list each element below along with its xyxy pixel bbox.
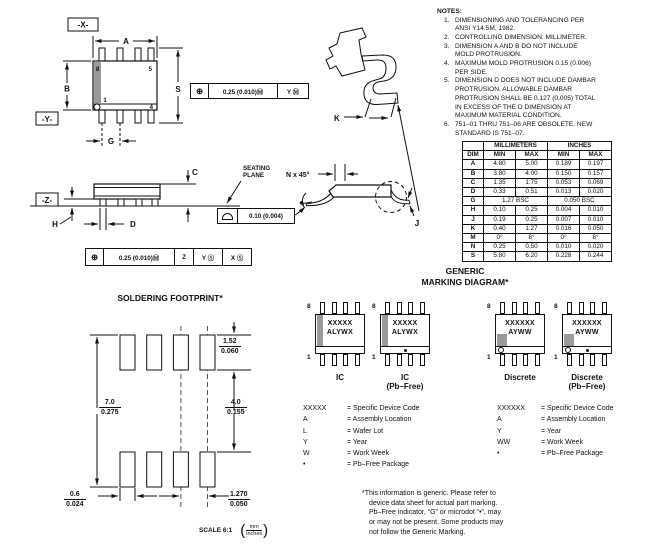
- marking-footnote: *This information is generic. Please refer to device data sheet for actual part marking. Pb–Free indicator, “G” or microdot “•”, may or may not be present. Some products may not follow the Generic Marking.: [362, 490, 504, 536]
- datum-reference: Y Ⓜ: [286, 88, 300, 96]
- lead-detail-view: [326, 28, 398, 118]
- marking-package-discrete-pbfree: [554, 302, 612, 391]
- legend-row: W = Work Week: [303, 450, 389, 458]
- marking-package-ic-pbfree: [372, 302, 430, 391]
- package-dimension-drawing: [0, 0, 460, 280]
- pin-4-number: 4: [149, 105, 153, 111]
- table-row: B 3.80 4.00 0.150 0.157: [463, 169, 612, 178]
- pin1-indicator-circle: [498, 347, 504, 353]
- top-view: [36, 18, 183, 147]
- marking-legend-ic: [303, 405, 420, 473]
- legend-row: WW = Work Week: [497, 438, 583, 446]
- col-header: DIM: [463, 151, 484, 160]
- package-body: [380, 314, 430, 354]
- legend-row: A = Assembly Location: [303, 416, 412, 424]
- pin-8-number: 8: [372, 303, 376, 310]
- notes-heading: NOTES:: [437, 8, 462, 15]
- col-header: MIN: [548, 151, 580, 160]
- pin-1-number: 1: [103, 98, 107, 104]
- legend-row: • = Pb–Free Package: [303, 461, 410, 469]
- marking-line1: XXXXXX: [505, 320, 535, 327]
- package-sublabel: (Pb–Free): [568, 382, 606, 391]
- dim-a-label: A: [123, 37, 129, 46]
- notes-list: [444, 17, 649, 139]
- datum-x-label: -X-: [77, 20, 89, 30]
- legend-row: • = Pb–Free Package: [497, 450, 604, 458]
- pin1-shading-bar: [317, 315, 323, 347]
- units-fraction: mm inches: [246, 524, 263, 537]
- marking-line2: AYWW: [575, 329, 599, 336]
- note-item: 3. DIMENSION A AND B DO NOT INCLUDE MOLD PROTRUSION.: [444, 42, 578, 59]
- pin-8-number: 8: [95, 67, 100, 73]
- pin-1-number: 1: [554, 354, 558, 361]
- scale-note: SCALE 6:1 ( mm inches ): [199, 522, 269, 539]
- flatness-value: 0.10 (0.004): [249, 212, 283, 220]
- pin-row: [315, 302, 365, 314]
- datum-reference-y: Y Ⓢ: [194, 249, 223, 265]
- position-tolerance-icon: ⊕: [86, 249, 104, 265]
- table-row: J 0.19 0.25 0.007 0.010: [463, 215, 612, 224]
- pin-5-number: 5: [148, 67, 152, 73]
- table-row: A 4.80 5.00 0.189 0.197: [463, 160, 612, 169]
- pin-1-number: 1: [372, 354, 376, 361]
- note-item: 4. MAXIMUM MOLD PROTRUSION 0.15 (0.006) PER SIDE.: [444, 60, 591, 76]
- dim-d-label: D: [130, 220, 136, 229]
- col-header: MIN: [484, 151, 516, 160]
- bottom-band: [316, 346, 364, 353]
- soldering-footprint-title: SOLDERING FOOTPRINT*: [117, 293, 223, 303]
- package-label: Discrete: [504, 373, 536, 382]
- pin-1-number: 1: [307, 354, 311, 361]
- pin-row: [562, 302, 612, 314]
- tolerance-value: 0.25 (0.010)Ⓜ: [104, 249, 175, 265]
- table-row: M 0° 8° 0° 8°: [463, 234, 612, 243]
- pin-8-number: 8: [554, 303, 558, 310]
- marking-line1: XXXXXX: [572, 320, 602, 327]
- datum-reference-z: Z: [175, 249, 194, 265]
- pin-1-number: 1: [487, 354, 491, 361]
- package-sublabel: (Pb–Free): [386, 382, 424, 391]
- marking-package-discrete: [487, 302, 545, 382]
- dim-j-label: J: [414, 219, 420, 228]
- group-header-mm: MILLIMETERS: [484, 142, 548, 151]
- note-item: 6. 751–01 THRU 751–06 ARE OBSOLETE. NEW STANDARD IS 751–07.: [444, 120, 593, 137]
- pin-8-number: 8: [307, 303, 311, 310]
- pin-8-number: 8: [487, 303, 491, 310]
- legend-row: XXXXXX = Specific Device Code: [497, 405, 614, 412]
- marking-line2: ALYWX: [326, 329, 354, 336]
- dimension-table: [462, 141, 612, 262]
- datum-reference-x: X Ⓢ: [230, 254, 244, 262]
- tolerance-value: 0.25 (0.010)Ⓜ: [209, 84, 278, 98]
- flatness-icon: [218, 209, 238, 223]
- seating-plane-label: SEATING PLANE: [243, 165, 271, 179]
- pin-row: [495, 302, 545, 314]
- legend-row: L = Wafer Lot: [303, 427, 384, 435]
- dim-n45-label: N x 45°: [286, 172, 310, 179]
- dim-g-label: G: [107, 137, 115, 146]
- pin-row: [315, 354, 365, 366]
- marking-package-ic: [307, 302, 365, 382]
- dim-gap: $\frac{4.0}{0.155}$: [227, 399, 245, 416]
- position-tolerance-frame-bottom: [85, 248, 252, 266]
- pbfree-microdot: [586, 349, 589, 352]
- group-header-in: INCHES: [548, 142, 612, 151]
- package-body: [562, 314, 612, 354]
- marking-line2: AYWW: [508, 329, 532, 336]
- scale-label: SCALE 6:1: [199, 527, 233, 534]
- table-row: G 1.27 BSC 0.050 BSC: [463, 197, 612, 206]
- pin-row: [495, 354, 545, 366]
- dim-span: $\frac{7.0}{0.275}$: [101, 399, 119, 416]
- pin-row: [380, 354, 430, 366]
- dim-c-label: C: [192, 168, 198, 177]
- marking-line1: XXXXX: [392, 320, 418, 327]
- dim-k-label: K: [334, 114, 340, 123]
- dim-pad-width: $\frac{0.6}{0.024}$: [66, 491, 84, 508]
- pin-row: [380, 302, 430, 314]
- marking-line2: ALYWX: [391, 329, 419, 336]
- package-label: IC: [401, 373, 409, 382]
- datum-y-label: -Y-: [41, 115, 53, 124]
- pbfree-microdot: [404, 349, 407, 352]
- legend-row: Y = Year: [303, 438, 368, 446]
- table-row: N 0.25 0.50 0.010 0.020: [463, 243, 612, 252]
- legend-row: Y = Year: [497, 427, 562, 435]
- legend-row: XXXXX = Specific Device Code: [303, 405, 420, 412]
- pin-row: [562, 354, 612, 366]
- table-row: D 0.33 0.51 0.013 0.020: [463, 188, 612, 197]
- table-row: C 1.35 1.75 0.053 0.069: [463, 178, 612, 187]
- marking-line1: XXXXX: [327, 320, 353, 327]
- note-item: 1. DIMENSIONING AND TOLERANCING PER ANSI Y14.5M, 1982.: [444, 16, 585, 33]
- dim-pad-height: $\frac{1.52}{0.060}$: [221, 338, 239, 355]
- datum-z-label: -Z-: [41, 196, 53, 205]
- position-tolerance-frame-top: [190, 83, 309, 99]
- package-body: [495, 314, 545, 354]
- package-label: Discrete: [571, 373, 603, 382]
- position-tolerance-icon: ⊕: [191, 84, 209, 98]
- dim-h-label: H: [52, 220, 58, 229]
- dim-s-label: S: [175, 85, 181, 94]
- table-row: K 0.40 1.27 0.016 0.050: [463, 224, 612, 233]
- pin1-indicator-circle: [94, 104, 100, 110]
- col-header: MAX: [580, 151, 612, 160]
- col-header: MAX: [516, 151, 548, 160]
- note-item: 5. DIMENSION D DOES NOT INCLUDE DAMBAR PROTRUSION. ALLOWABLE DAMBAR PROTRUSION SHALL BE 0.127 (0.005) TOTAL IN EXCESS OF THE D DIMENSION AT MAXIMUM MATERIAL CONDITION.: [444, 77, 596, 120]
- legend-row: A = Assembly Location: [497, 416, 606, 424]
- table-row: H 0.10 0.25 0.004 0.010: [463, 206, 612, 215]
- pin1-shading-bar: [382, 315, 388, 347]
- table-row: S 5.80 6.20 0.228 0.244: [463, 252, 612, 261]
- lead-profile-view: [295, 105, 419, 216]
- dim-b-label: B: [64, 84, 70, 94]
- marking-diagram-title: GENERIC MARKING DIAGRAM*: [421, 266, 509, 287]
- package-label: IC: [336, 373, 344, 382]
- note-item: 2. CONTROLLING DIMENSION: MILLIMETER.: [444, 33, 587, 41]
- flatness-tolerance-frame: [217, 208, 295, 224]
- marking-legend-discrete: [497, 405, 614, 461]
- pin1-indicator-circle: [565, 347, 571, 353]
- package-body: [315, 314, 365, 354]
- dim-pitch: $\frac{1.270}{0.050}$: [230, 491, 248, 508]
